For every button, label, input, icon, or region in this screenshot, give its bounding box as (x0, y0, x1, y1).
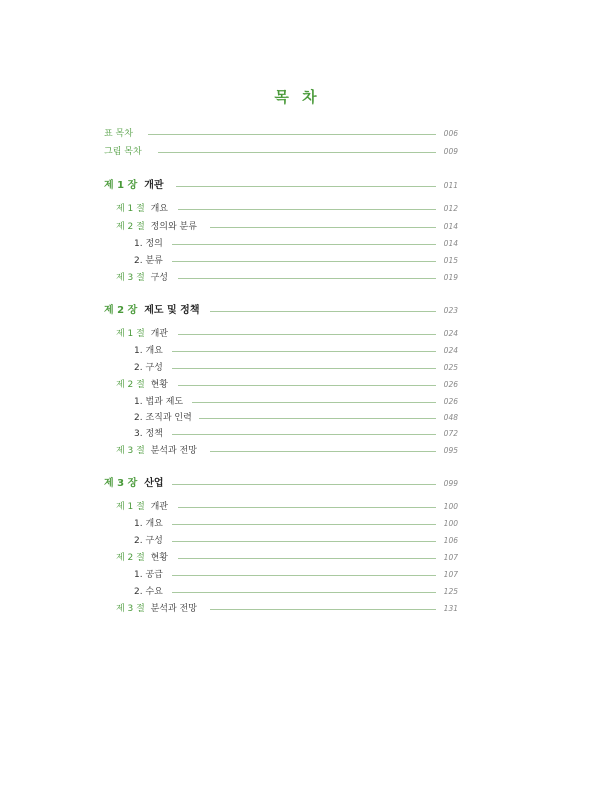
toc-section-row[interactable] (0, 327, 595, 341)
toc-entry-number: 제 2 절 (116, 222, 145, 232)
toc-entry-label (134, 361, 163, 375)
toc-leader-line (172, 592, 436, 593)
toc-section-row[interactable] (0, 500, 595, 514)
toc-entry-label (116, 500, 168, 514)
toc-entry-label (134, 395, 183, 409)
toc-entry-text: 개요 (144, 204, 168, 214)
toc-entry-number: 제 3 절 (116, 273, 145, 283)
toc-entry-label (116, 220, 197, 234)
toc-chapter-row[interactable] (0, 304, 595, 318)
toc-entry-text: 1. 개요 (134, 346, 163, 356)
toc-entry-text: 현황 (144, 553, 168, 563)
toc-page-number: 011 (443, 181, 458, 190)
toc-page-number: 024 (443, 329, 458, 338)
toc-entry-text: 2. 구성 (134, 363, 163, 373)
toc-leader-line (172, 541, 436, 542)
toc-section-row[interactable] (0, 444, 595, 458)
toc-leader-line (178, 278, 436, 279)
toc-leader-line (172, 244, 436, 245)
toc-page-number: 014 (443, 239, 458, 248)
toc-entry-label (116, 551, 168, 565)
toc-page-number: 125 (443, 587, 458, 596)
toc-entry-text: 정의와 분류 (144, 222, 197, 232)
toc-item-row[interactable] (0, 411, 595, 425)
toc-leader-line (172, 524, 436, 525)
toc-entry-text: 1. 공급 (134, 570, 163, 580)
toc-entry-label (104, 304, 199, 318)
toc-item-row[interactable] (0, 395, 595, 409)
toc-entry-number: 제 2 절 (116, 553, 145, 563)
toc-page-number: 048 (443, 413, 458, 422)
toc-entry-number: 제 3 절 (116, 604, 145, 614)
toc-entry-number: 제 1 장 (104, 180, 138, 191)
toc-section-row[interactable] (0, 202, 595, 216)
toc-leader-line (210, 451, 436, 452)
toc-entry-number: 그림 목차 (104, 147, 142, 157)
toc-leader-line (172, 575, 436, 576)
toc-entry-label (116, 444, 197, 458)
toc-page-number: 072 (443, 429, 458, 438)
toc-entry-label (104, 127, 133, 141)
toc-leader-line (172, 484, 436, 485)
toc-page-number: 106 (443, 536, 458, 545)
toc-page-number: 009 (443, 147, 458, 156)
toc-page-number: 026 (443, 380, 458, 389)
toc-entry-label (116, 327, 168, 341)
toc-section-row[interactable] (0, 602, 595, 616)
toc-title: 목 차 (274, 88, 321, 106)
toc-chapter-row[interactable] (0, 477, 595, 491)
toc-leader-line (158, 152, 436, 153)
toc-entry-number: 제 3 장 (104, 478, 138, 489)
toc-leader-line (172, 368, 436, 369)
toc-item-row[interactable] (0, 237, 595, 251)
toc-page-number: 100 (443, 519, 458, 528)
toc-entry-label (134, 534, 163, 548)
toc-entry-text: 개관 (144, 502, 168, 512)
toc-page-number: 014 (443, 222, 458, 231)
toc-leader-line (178, 385, 436, 386)
toc-page-number: 019 (443, 273, 458, 282)
toc-entry-number: 제 1 절 (116, 204, 145, 214)
toc-entry-label (134, 237, 163, 251)
toc-entry-number: 제 1 절 (116, 502, 145, 512)
toc-item-row[interactable] (0, 361, 595, 375)
toc-leader-line (178, 558, 436, 559)
toc-entry-label (116, 271, 168, 285)
toc-entry-text: 개관 (144, 329, 168, 339)
toc-entry-label (104, 179, 164, 193)
toc-entry-label (104, 145, 142, 159)
toc-entry-number: 제 1 절 (116, 329, 145, 339)
toc-leader-line (210, 311, 436, 312)
toc-entry-text: 산업 (137, 478, 164, 489)
toc-entry-text: 2. 분류 (134, 256, 163, 266)
toc-leader-line (172, 351, 436, 352)
toc-page-number: 012 (443, 204, 458, 213)
toc-leader-line (210, 227, 436, 228)
toc-entry-label (134, 254, 163, 268)
toc-entry-label (134, 568, 163, 582)
toc-entry-label (116, 378, 168, 392)
toc-entry-number: 표 목차 (104, 129, 133, 139)
toc-page-number: 099 (443, 479, 458, 488)
toc-entry-number: 제 2 절 (116, 380, 145, 390)
toc-entry-text: 1. 법과 제도 (134, 397, 184, 407)
toc-entry-number: 제 3 절 (116, 446, 145, 456)
toc-entry-label (104, 477, 164, 491)
toc-entry-label (134, 411, 192, 425)
toc-page-number: 015 (443, 256, 458, 265)
toc-page-number: 006 (443, 129, 458, 138)
toc-item-row[interactable] (0, 534, 595, 548)
toc-leader-line (210, 609, 436, 610)
toc-page-number: 100 (443, 502, 458, 511)
toc-entry-number: 제 2 장 (104, 305, 138, 316)
toc-entry-label (134, 585, 163, 599)
toc-entry-text: 분석과 전망 (144, 446, 197, 456)
toc-page-number: 025 (443, 363, 458, 372)
toc-page-number: 026 (443, 397, 458, 406)
toc-leader-line (148, 134, 436, 135)
toc-leader-line (178, 209, 436, 210)
toc-page-number: 131 (443, 604, 458, 613)
toc-section-row[interactable] (0, 551, 595, 565)
toc-leader-line (178, 334, 436, 335)
toc-leader-line (172, 434, 436, 435)
toc-page-number: 095 (443, 446, 458, 455)
toc-entry-text: 제도 및 정책 (137, 305, 200, 316)
toc-page-number: 107 (443, 570, 458, 579)
toc-leader-line (178, 507, 436, 508)
toc-section-row[interactable] (0, 378, 595, 392)
toc-item-row[interactable] (0, 568, 595, 582)
toc-entry-text: 1. 개요 (134, 519, 163, 529)
toc-entry-text: 분석과 전망 (144, 604, 197, 614)
toc-leader-line (192, 402, 436, 403)
toc-section-row[interactable] (0, 220, 595, 234)
toc-section-row[interactable] (0, 271, 595, 285)
toc-entry-label (134, 517, 163, 531)
toc-entry-text: 3. 정책 (134, 429, 163, 439)
toc-entry-text: 1. 정의 (134, 239, 163, 249)
toc-entry-text: 2. 조직과 인력 (134, 413, 192, 423)
toc-leader-line (172, 261, 436, 262)
toc-item-row[interactable] (0, 427, 595, 441)
toc-entry-text: 현황 (144, 380, 168, 390)
toc-item-row[interactable] (0, 344, 595, 358)
toc-entry-text: 구성 (144, 273, 168, 283)
toc-page-number: 023 (443, 306, 458, 315)
toc-chapter-row[interactable] (0, 179, 595, 193)
toc-entry-label (116, 602, 197, 616)
toc-item-row[interactable] (0, 254, 595, 268)
toc-entry-text: 2. 수요 (134, 587, 163, 597)
toc-front-row[interactable] (0, 145, 595, 159)
toc-entry-text: 2. 구성 (134, 536, 163, 546)
toc-front-row[interactable] (0, 127, 595, 141)
toc-entry-label (134, 344, 163, 358)
toc-item-row[interactable] (0, 517, 595, 531)
toc-leader-line (176, 186, 436, 187)
toc-entry-label (134, 427, 163, 441)
toc-page-number: 107 (443, 553, 458, 562)
toc-item-row[interactable] (0, 585, 595, 599)
toc-entry-label (116, 202, 168, 216)
toc-page-number: 024 (443, 346, 458, 355)
toc-entry-text: 개관 (137, 180, 164, 191)
toc-leader-line (199, 418, 436, 419)
